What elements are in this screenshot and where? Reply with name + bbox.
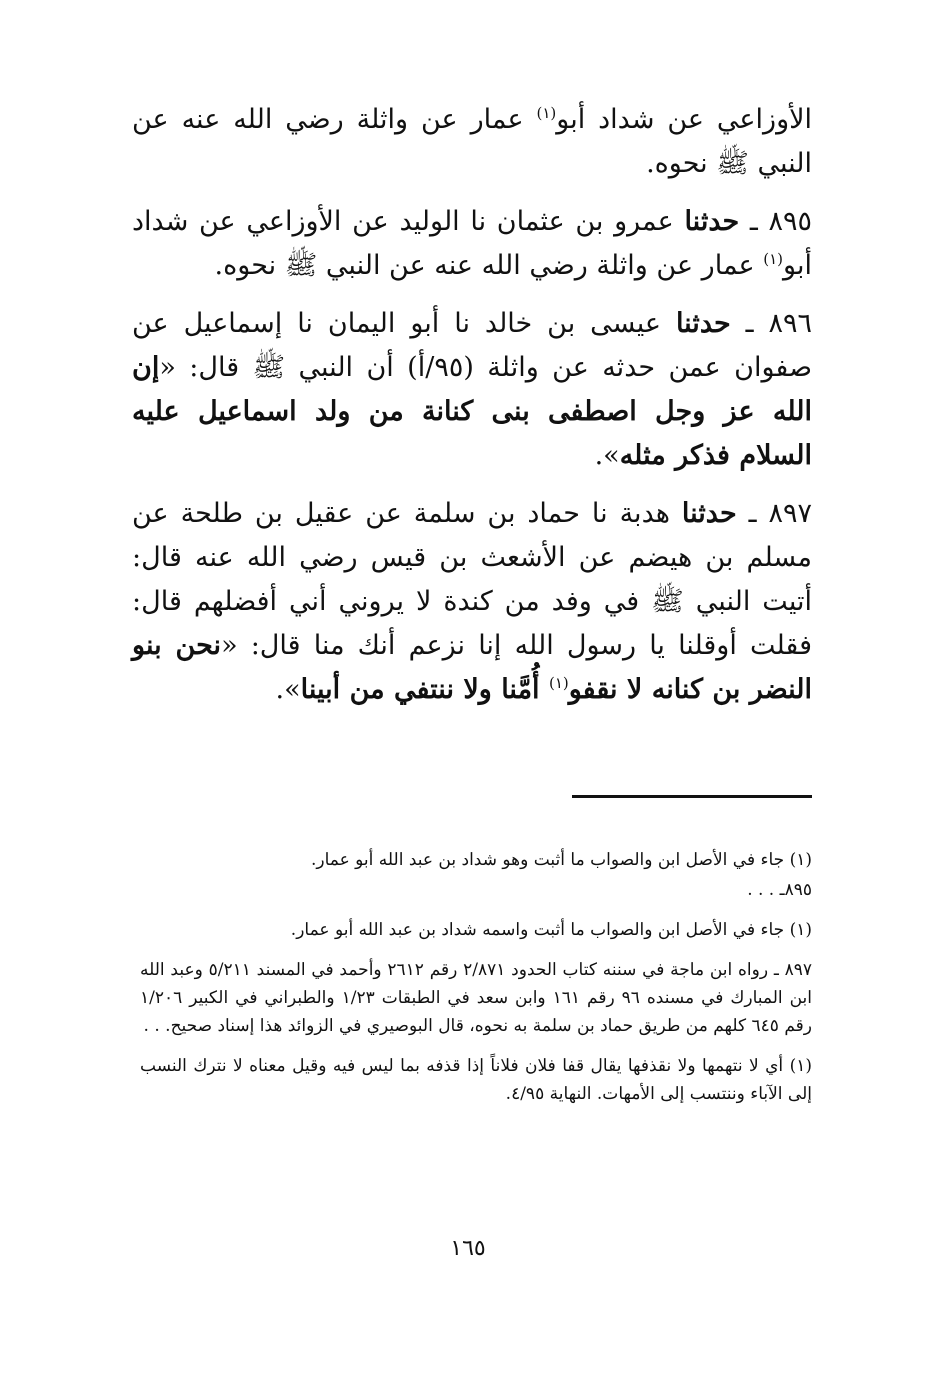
footnote: (١) جاء في الأصل ابن والصواب ما أثبت واسمه شداد بن عبد الله أبو عمار.: [290, 920, 812, 940]
text-segment: عمار عن واثلة رضي الله عنه عن النبي ﷺ نحوه.: [214, 250, 764, 281]
hadith-quote: أُمَّنا ولا ننتفي من أبينا: [300, 674, 549, 705]
hadith-lead: حدثنا: [681, 498, 737, 529]
hadith-number: ٨٩٦ ـ: [730, 308, 812, 339]
hadith-895: [132, 200, 812, 288]
main-text: [132, 98, 812, 726]
hadith-quote: نحن بنو النضر بن كنانه لا نقفو: [132, 630, 812, 705]
hadith-lead: حدثنا: [684, 206, 740, 237]
page-number: ١٦٥: [450, 1236, 486, 1261]
hadith-896: [132, 302, 812, 478]
footnote: (١) أي لا نتهمها ولا نقذفها يقال قفا فلان فلاناً إذا قذفه بما ليس فيه وقيل معناه لا نترك النسب إلى الآباء وننتسب إلى الأمهات. النهاية ٤/٩٥.: [140, 1056, 812, 1104]
hadith-897: [132, 492, 812, 712]
text-segment: عمرو بن عثمان نا الوليد عن الأوزاعي عن شداد أبو: [132, 206, 812, 281]
paragraph-continuation: [132, 98, 812, 186]
note-number: ٨٩٧ ـ: [768, 960, 812, 980]
footnote: (١) جاء في الأصل ابن والصواب ما أثبت وهو شداد بن عبد الله أبو عمار.: [310, 850, 812, 870]
text-segment: ».: [594, 440, 620, 471]
hadith-quote: إن الله عز وجل اصطفى بنى كنانة من ولد اسماعيل عليه السلام فذكر مثله: [132, 352, 812, 471]
footnote-ref: ٨٩٥ـ . . .: [747, 880, 812, 900]
text-segment: الأوزاعي عن شداد أبو: [556, 104, 813, 135]
footnote-marker[interactable]: (١): [763, 250, 784, 268]
text-segment: عيسى بن خالد نا أبو اليمان نا إسماعيل عن صفوان عمن حدثه عن واثلة (٩٥/أ) أن النبي ﷺ قال: «: [132, 308, 812, 383]
hadith-lead: حدثنا: [675, 308, 731, 339]
footnote-marker[interactable]: (١): [548, 674, 569, 692]
note-text: رواه ابن ماجة في سننه كتاب الحدود ٢/٨٧١ رقم ٢٦١٢ وأحمد في المسند ٥/٢١١ وعبد الله ابن المبارك في مسنده ٩٦ رقم ١٦١ وابن سعد في الطبقات ١/٢٣ والطبراني في الكبير ١/٢٠٦ رقم ٦٤٥ كلهم من طريق حماد بن سلمة به نحوه، قال البوصيري في الزوائد هذا إسناد صحيح. . .: [140, 960, 812, 1036]
text-segment: هدبة نا حماد بن سلمة عن عقيل بن طلحة عن مسلم بن هيضم عن الأشعث بن قيس رضي الله عنه قال: أتيت النبي ﷺ في وفد من كندة لا يروني أني أفضلهم قال: فقلت أوقلنا يا رسول الله إنا نزعم أنك منا قال: «: [132, 498, 812, 661]
footnote-marker[interactable]: (١): [536, 104, 557, 122]
text-segment: عمار عن واثلة رضي الله عنه عن النبي ﷺ نحوه.: [132, 104, 812, 179]
footnotes: [140, 846, 812, 1120]
footnote-separator: [572, 795, 812, 798]
hadith-number: ٨٩٧ ـ: [736, 498, 812, 529]
text-segment: ».: [275, 674, 301, 705]
takhrij-note-897: [140, 956, 812, 1040]
hadith-number: ٨٩٥ ـ: [739, 206, 812, 237]
